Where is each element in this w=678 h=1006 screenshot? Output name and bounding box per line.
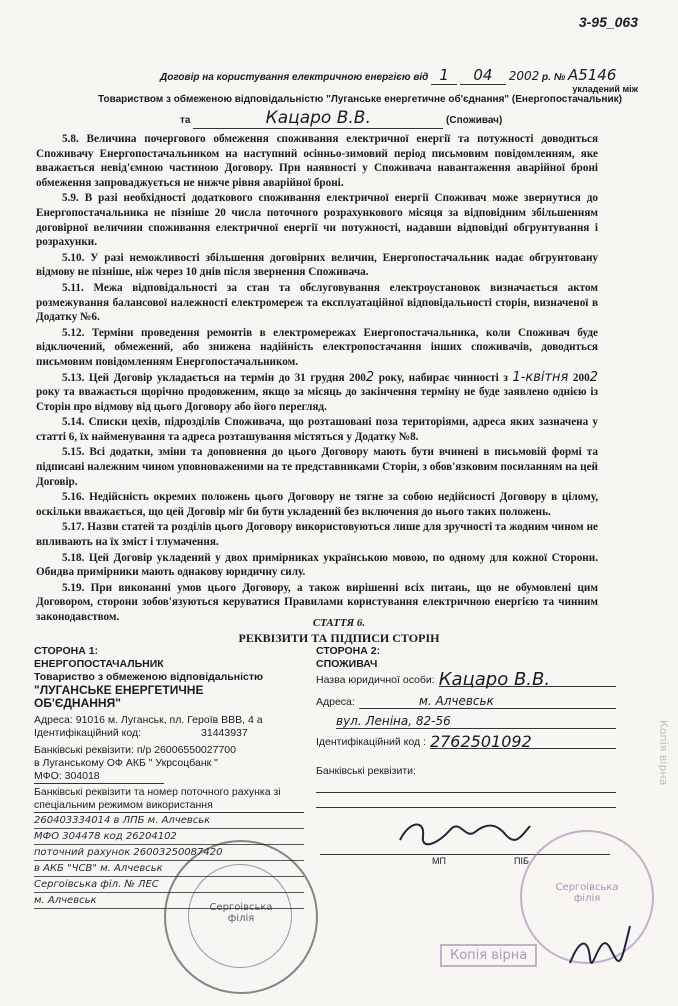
bank-line-2: [316, 793, 616, 808]
side1-role: ЕНЕРГОПОСТАЧАЛЬНИК: [34, 658, 164, 670]
certifying-signature: [560, 918, 640, 978]
supplier-seal: [164, 840, 318, 994]
consumer-seal-text: Сергоівська філія: [555, 882, 619, 904]
side1-org-name-2: ОБ'ЄДНАННЯ": [34, 696, 121, 710]
clause-5-15: 5.15. Всі додатки, зміни та доповнення до цього Договору мають бути вчинені в письмовій формі та підписані належним чином уповноваженими на те представниками Сторін, з обов'язковим посиланням на цей Договір.: [36, 446, 598, 488]
article-number: СТАТТЯ 6.: [312, 617, 366, 629]
contract-number: А5146: [567, 66, 617, 84]
clause-5-16: 5.16. Недійсність окремих положень цього Договору не тягне за собою недійсності Договору в цілому, оскільки вважається, що цей Договір міг би бути укладений без включення до нього таких положень.: [36, 491, 598, 518]
side2-name-label: Назва юридичної особи:: [316, 674, 435, 686]
side2-id-value: 2762501092: [430, 735, 616, 749]
side1-special-label: Банківські реквізити та номер поточного рахунка зі: [34, 786, 281, 798]
side2-addr-value-2: вул. Леніна, 82-56: [336, 715, 616, 729]
hw-line: МФО 304478 код 26204102: [34, 829, 304, 845]
side1-id-row: [34, 727, 304, 740]
side2-addr-value: м. Алчевськ: [359, 695, 616, 709]
consumer-prefix: та: [180, 115, 191, 126]
pib-label: ПІБ: [514, 856, 529, 866]
clause-5-12: 5.12. Терміни проведення ремонтів в електромережах Енергопостачальника, коли Споживач буде відключений, обмежений, або знижена надійність електропостачання інших споживачів, доводиться письмовим повідомленням Енергопостачальником.: [36, 326, 598, 368]
side1-org-type: Товариство з обмеженою відповідальністю: [34, 671, 263, 683]
side1-address: Адреса: 91016 м. Луганськ, пл. Героїв ВВВ, 4 а: [34, 714, 263, 726]
supplier-seal-text: Сергоівська філія: [209, 902, 273, 924]
contract-header-line: [160, 66, 630, 85]
clause-5-14: 5.14. Списки цехів, підрозділів Споживача, що розташовані поза територіями, адреса яких зазначена у статті 6, їх найменування та адреса розташування містяться у Додатку №8.: [36, 416, 598, 443]
side2-address-row: [316, 695, 616, 709]
side1-org-name: "ЛУГАНСЬКЕ ЕНЕРГЕТИЧНЕ: [34, 683, 204, 697]
hw-line: поточний рахунок 26003250087420: [34, 845, 304, 861]
clause-5-8: 5.8. Величина почергового обмеження споживання електричної енергії та потужності доводиться Споживачу Енергопостачальником на наступний осінньо-зимовий період письмовим повідомленням, яке вважається невід'ємною частиною Договору. При наявності у Споживача навантаження аварійної броні обмеження запроваджується не нижче рівня аварійної броні.: [36, 133, 598, 189]
clause-5-11: 5.11. Межа відповідальності за стан та обслуговування електроустановок визначається актом розмежування балансової належності електромереж та експлуатаційної відповідальності сторін, визначеної в Додатку №6.: [36, 281, 598, 324]
side2-addr-label: Адреса:: [316, 696, 355, 708]
clause-5-9: 5.9. В разі необхідності додаткового споживання електричної енергії Споживач може звернутися до Енергопостачальника не пізніше 20 числа поточного розрахункового місяця за відповідним збільшенням договірної величини споживання електричної енергії чи потужності, надавши відповідні обгрунтування і розрахунки.: [36, 192, 598, 249]
consumer-suffix: (Споживач): [446, 115, 503, 126]
document-number: 3-95_063: [578, 14, 638, 30]
clause-5-18: 5.18. Цей Договір укладений у двох примірниках українською мовою, по одному для кожної Сторони. Обидва примірники мають однакову юридичну силу.: [36, 551, 598, 579]
side1-mfo: МФО: 304018: [34, 770, 164, 784]
side1-id-label: Ідентифікаційний код:: [34, 727, 142, 739]
side1-special-label-2: спеціальним режимом використання: [34, 799, 304, 813]
side2-name-row: [316, 669, 616, 690]
contract-month: 04: [460, 66, 506, 85]
side2-heading: СТОРОНА 2:: [316, 645, 381, 657]
hw-line: 260403334014 в ЛПБ м. Алчевськ: [34, 813, 304, 829]
mp-label: МП: [432, 856, 446, 866]
side2-name-value: Кацаро В.В.: [439, 673, 616, 687]
concluded-between: укладений між: [572, 84, 638, 94]
consumer-name: Кацаро В.В.: [193, 108, 443, 129]
side-copy-stamp: Копія вірна: [657, 720, 670, 786]
copy-certified-stamp: Копія вірна: [440, 944, 537, 967]
side2-bank-label: Банківські реквізити:: [316, 765, 416, 777]
side2-id-row: [316, 732, 616, 751]
hw-line: м. Алчевськ: [34, 893, 304, 909]
side2-address-row-2: [316, 715, 616, 729]
hw-line: Сергоівська філ. № ЛЕС: [34, 877, 304, 893]
consumer-signature: [395, 812, 535, 852]
contract-number-label: р. №: [542, 72, 566, 83]
consumer-requisites: [316, 645, 616, 808]
supplier-line: Товариством з обмеженою відповідальністю "Луганське енергетичне об'єднання" (Енергопостачальник): [98, 94, 622, 105]
side1-id-value: 31443937: [201, 727, 248, 739]
clause-5-13: 5.13. Цей Договір укладається на термін до 31 грудня 2002 року, набирає чинності з 1-квітня 2002 року та вважається щорічно продовженим, якщо за місяць до закінчення терміну не буде заявлено однією із Сторін про відмову від цього Договору або його перегляд.: [36, 369, 598, 413]
side1-bank-2: в Луганському ОФ АКБ " Укрсоцбанк ": [34, 757, 218, 769]
side1-heading: СТОРОНА 1:: [34, 645, 99, 657]
clause-5-17: 5.17. Назви статей та розділів цього Договору використовуються лише для зручності та жодним чином не впливають на їх зміст і тлумачення.: [36, 521, 598, 549]
start-date: 1-квітня: [512, 369, 569, 385]
hw-line: в АКБ "ЧСВ" м. Алчевськ: [34, 861, 304, 877]
clause-5-10: 5.10. У разі неможливості збільшення договірних величин, Енергопостачальник надає обгрунтовану відмову не пізніше, ніж через 10 днів після звернення Споживача.: [36, 251, 598, 279]
consumer-line: [180, 108, 620, 129]
clause-5-19: 5.19. При виконанні умов цього Договору, а також вирішенні всіх питань, що не обумовлені цим Договором, сторони зобов'язуються керуватися Правилами користування електричною енергією та чинним законодавством.: [36, 581, 598, 623]
contract-day: 1: [431, 66, 457, 85]
side1-bank: Банківські реквізити: п/р 26006550027700: [34, 744, 236, 756]
side2-role: СПОЖИВАЧ: [316, 658, 378, 670]
contract-prefix: Договір на користування електричною енергією від: [160, 72, 429, 83]
article-title: РЕКВІЗИТИ ТА ПІДПИСИ СТОРІН: [238, 631, 440, 645]
contract-body: [36, 132, 598, 626]
side2-id-label: Ідентифікаційний код :: [316, 736, 426, 748]
bank-line: [316, 778, 616, 793]
contract-year: 2002: [508, 69, 540, 83]
